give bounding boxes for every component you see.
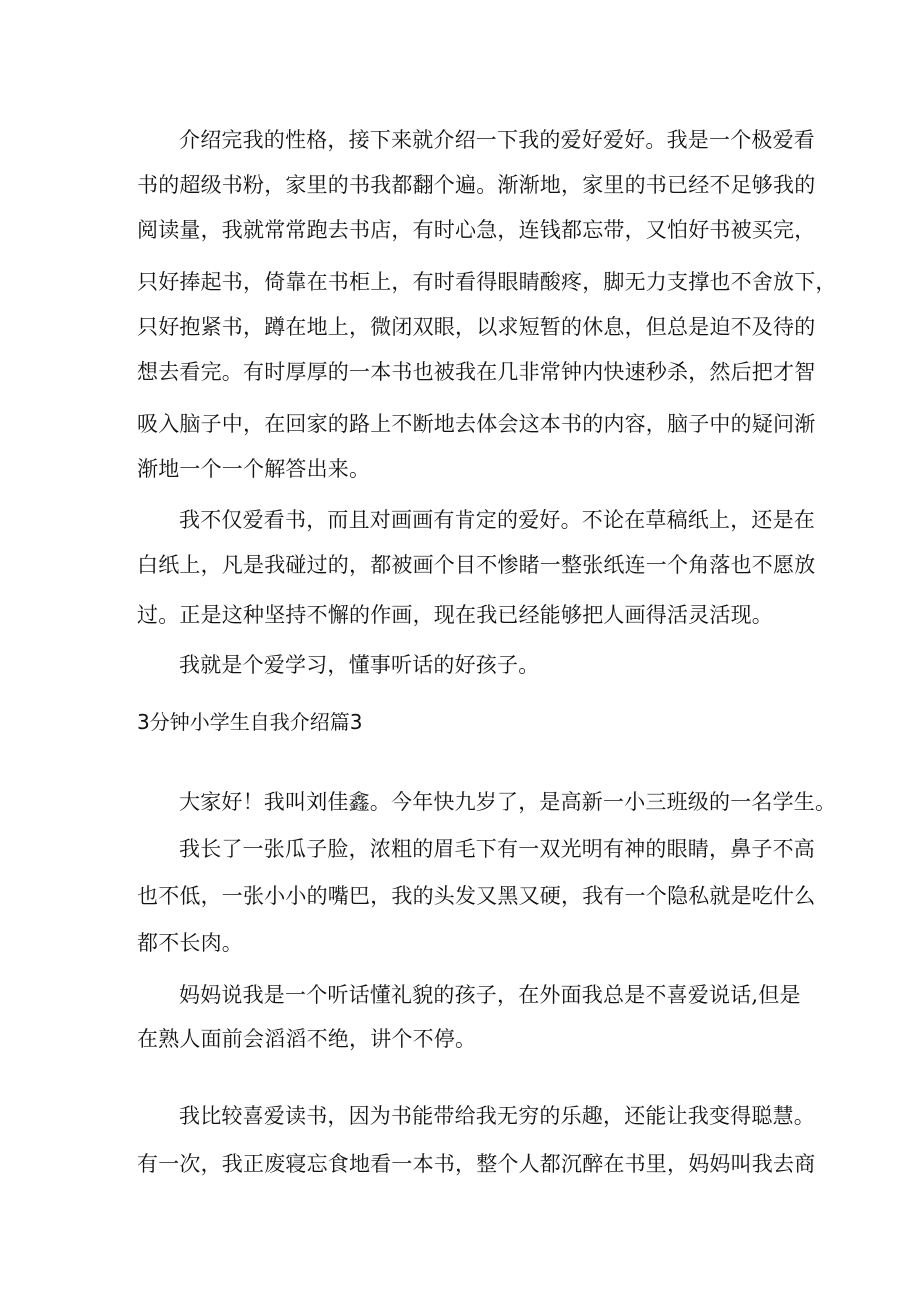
paragraph-line: 妈妈说我是一个听话懂礼貌的孩子，在外面我总是不喜爱说话,但是: [179, 983, 801, 1007]
paragraph-line: 我不仅爱看书，而且对画画有肯定的爱好。不论在草稿纸上，还是在: [179, 508, 815, 532]
paragraph-line: 都不长肉。: [137, 931, 243, 955]
paragraph-line: 阅读量，我就常常跑去书店，有时心急，连钱都忘带，又怕好书被买完，: [137, 218, 816, 242]
paragraph-line: 过。正是这种坚持不懈的作画，现在我已经能够把人画得活灵活现。: [137, 603, 773, 627]
paragraph-line: 我长了一张瓜子脸，浓粗的眉毛下有一双光明有神的眼睛，鼻子不高: [179, 837, 815, 861]
paragraph-line: 白纸上，凡是我碰过的，都被画个目不惨睹一整张纸连一个角落也不愿放: [137, 553, 816, 577]
paragraph-line: 想去看完。有时厚厚的一本书也被我在几非常钟内快速秒杀，然后把才智: [137, 360, 816, 384]
paragraph-line: 也不低，一张小小的嘴巴，我的头发又黑又硬，我有一个隐私就是吃什么: [137, 884, 816, 908]
paragraph-line: 介绍完我的性格，接下来就介绍一下我的爱好爱好。我是一个极爱看: [179, 128, 815, 152]
paragraph-line: 大家好！我叫刘佳鑫。今年快九岁了，是高新一小三班级的一名学生。: [179, 790, 837, 814]
paragraph-line: 我就是个爱学习，懂事听话的好孩子。: [179, 653, 540, 677]
section-heading: 3分钟小学生自我介绍篇3: [137, 710, 363, 734]
paragraph-line: 有一次，我正废寝忘食地看一本书，整个人都沉醉在书里，妈妈叫我去商: [137, 1152, 816, 1176]
paragraph-line: 只好抱紧书，蹲在地上，微闭双眼，以求短暂的休息，但总是迫不及待的: [137, 315, 816, 339]
paragraph-line: 在熟人面前会滔滔不绝，讲个不停。: [137, 1027, 477, 1051]
paragraph-line: 吸入脑子中，在回家的路上不断地去体会这本书的内容，脑子中的疑问渐: [137, 412, 816, 436]
paragraph-line: 我比较喜爱读书，因为书能带给我无穷的乐趣，还能让我变得聪慧。: [179, 1104, 815, 1128]
paragraph-line: 只好捧起书，倚靠在书柜上，有时看得眼睛酸疼，脚无力支撑也不舍放下，: [137, 270, 837, 294]
paragraph-line: 书的超级书粉，家里的书我都翻个遍。渐渐地，家里的书已经不足够我的: [137, 173, 816, 197]
paragraph-line: 渐地一个一个解答出来。: [137, 457, 371, 481]
